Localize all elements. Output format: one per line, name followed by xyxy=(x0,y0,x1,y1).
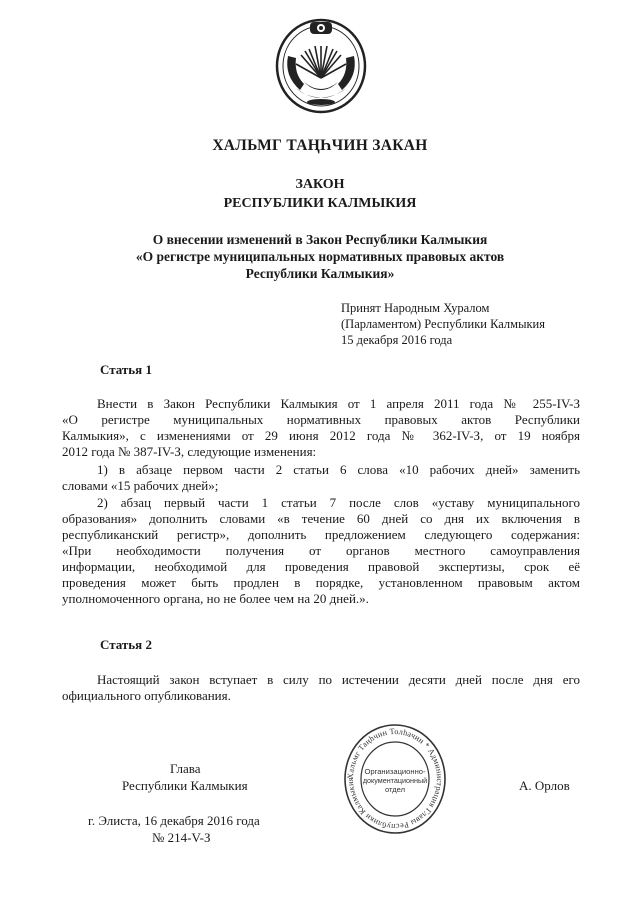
stamp-center-line-3: отдел xyxy=(384,785,406,794)
adopted-line-2: (Парламентом) Республики Калмыкия xyxy=(341,317,545,331)
article-1-paragraph-3 xyxy=(62,495,580,607)
place-and-date: г. Элиста, 16 декабря 2016 года xyxy=(88,813,260,828)
stamp-center-line-1: Организационно- xyxy=(364,767,426,776)
stamp-ring-text: Хальмг Таңһчин Толһачин * Администрация Главы Республики Калмыкия xyxy=(345,726,445,832)
text-line: проведения может быть продлен в порядке, установленном правовым актом xyxy=(62,575,580,590)
article-1-paragraph-2 xyxy=(62,462,580,494)
official-stamp-icon xyxy=(342,720,448,838)
law-label: ЗАКОН xyxy=(295,177,345,192)
title-kalmyk: ХАЛЬМГ ТАҢҺЧИН ЗАКАН xyxy=(212,137,428,154)
text-line: Настоящий закон вступает в силу по истечении десяти дней после дня его xyxy=(97,672,580,687)
subject-line-1: О внесении изменений в Закон Республики Калмыкия xyxy=(152,232,488,247)
text-line: 1) в абзаце первом части 2 статьи 6 слова «10 рабочих дней» заменить xyxy=(97,462,580,477)
law-number: № 214-V-З xyxy=(152,830,211,845)
article-1-paragraph-1 xyxy=(62,396,580,460)
emblem xyxy=(274,16,368,114)
text-line: «О регистре муниципальных нормативных правовых актов Республики xyxy=(62,412,580,427)
text-line: словами «15 рабочих дней»; xyxy=(62,478,219,493)
text-line: 2012 года № 387-IV-З, следующие изменения: xyxy=(62,444,317,459)
text-line: уполномоченного органа, но не более чем на 20 дней.». xyxy=(62,591,369,606)
text-line: информации, необходимой для проведения правовой экспертизы, срок её xyxy=(62,559,580,574)
subject-line-3: Республики Калмыкия» xyxy=(245,266,395,281)
subject-line-2: «О регистре муниципальных нормативных правовых актов xyxy=(135,249,505,264)
adopted-line-1: Принят Народным Хуралом xyxy=(341,301,490,315)
text-line: образования» дополнить словами «в течение 60 дней со дня их включения в xyxy=(62,511,580,526)
adopted-block xyxy=(341,300,545,348)
republic-label: РЕСПУБЛИКИ КАЛМЫКИЯ xyxy=(223,196,417,211)
official-stamp xyxy=(342,720,448,838)
article-1-heading: Статья 1 xyxy=(100,362,152,377)
kalmykia-emblem-icon xyxy=(274,16,368,114)
stamp-center-line-2: документационный xyxy=(362,776,428,785)
signatory-title-1: Глава xyxy=(170,761,201,776)
article-2-heading: Статья 2 xyxy=(100,637,152,652)
text-line: республиканский регистр», дополнить предложением следующего содержания: xyxy=(62,527,580,542)
signatory-name: А. Орлов xyxy=(519,778,570,793)
signatory-title-2: Республики Калмыкия xyxy=(122,778,248,793)
adopted-line-3: 15 декабря 2016 года xyxy=(341,333,453,347)
text-line: «При необходимости получения от органов местного самоуправления xyxy=(62,543,580,558)
text-line: официального опубликования. xyxy=(62,688,231,703)
text-line: Калмыкия», с изменениями от 29 июня 2012 года № 362-IV-З, от 19 ноября xyxy=(62,428,580,443)
text-line: Внести в Закон Республики Калмыкия от 1 апреля 2011 года № 255-IV-З xyxy=(97,396,580,411)
article-2-paragraph-1 xyxy=(62,672,580,704)
text-line: 2) абзац первый части 1 статьи 7 после слов «уставу муниципального xyxy=(97,495,580,510)
